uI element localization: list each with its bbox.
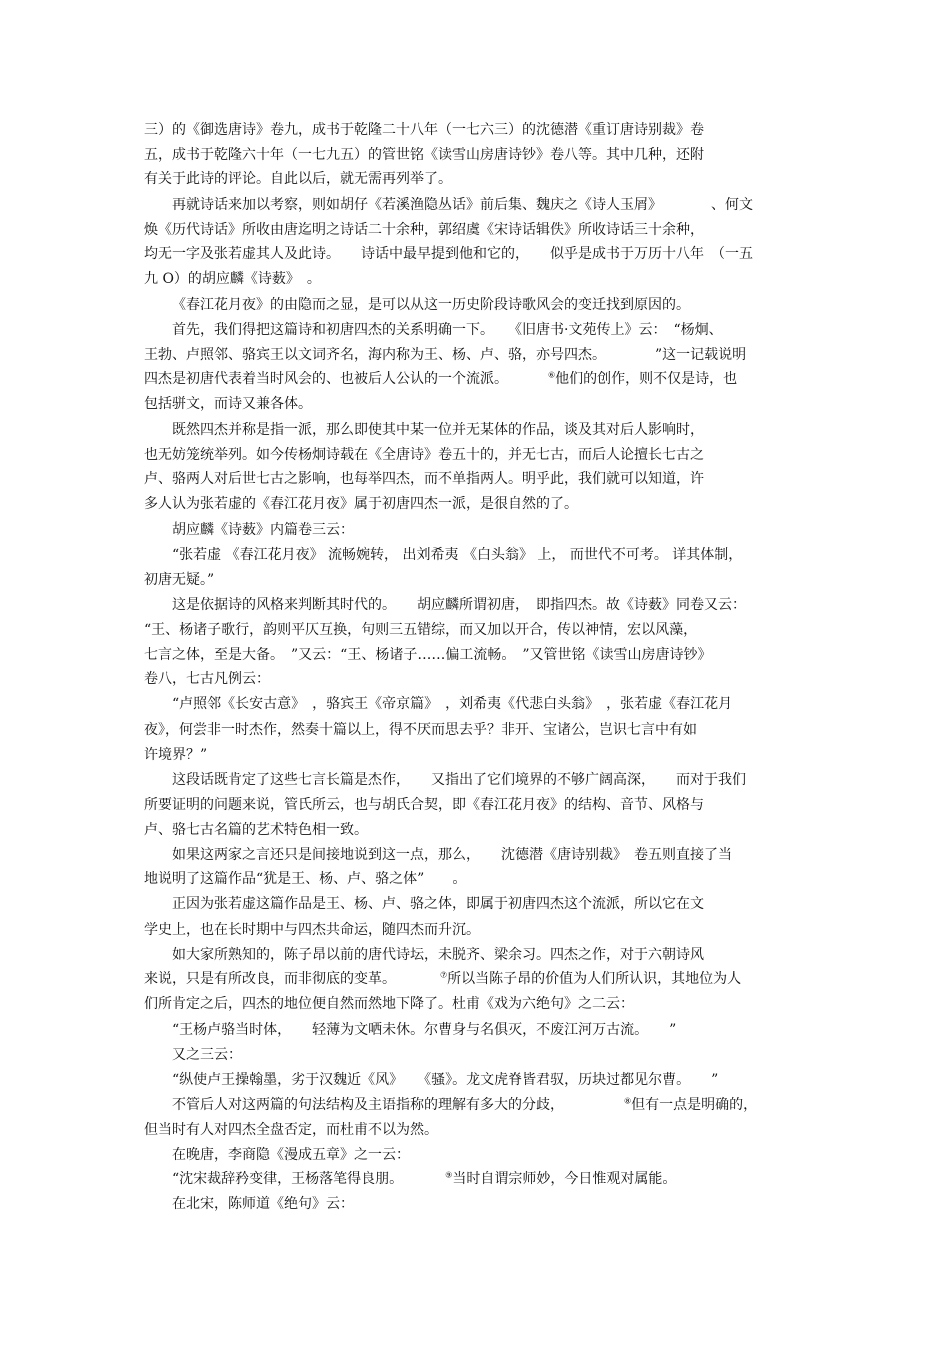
text-line-40 — [172, 1096, 757, 1114]
text-line-19: 初唐无疑。” — [144, 572, 215, 588]
text-segment: 所以当陈子昂的价值为人们所认识，其地位为人 — [447, 971, 742, 987]
text-line-12: 包括骈文，而诗又兼各体。 — [144, 396, 312, 412]
text-line-16: 多人认为张若虚的《春江花月夜》属于初唐四杰一派，是很自然的了。 — [144, 496, 578, 512]
text-line-18: “张若虚 《春江花月夜》 流畅婉转， 出刘希夷 《白头翁》 上， 而世代不可考。 详其体制， — [172, 547, 743, 563]
text-line-23: 卷八，七古凡例云： — [144, 671, 270, 687]
text-line-35 — [144, 970, 741, 988]
text-line-9: 首先，我们得把这篇诗和初唐四杰的关系明确一下。 《旧唐书·文苑传上》云： “杨炯、 — [172, 322, 723, 338]
text-line-14: 也无妨笼统举列。如今传杨炯诗载在《全唐诗》卷五十的，并无七古，而后人论擅长七古之 — [144, 447, 704, 463]
text-line-5: 焕《历代诗话》所收由唐迄明之诗话二十余种，郭绍虞《宋诗话辑佚》所收诗话三十余种， — [144, 222, 704, 238]
text-line-17: 胡应麟《诗薮》内篇卷三云： — [172, 522, 354, 538]
text-line-44: 在北宋，陈师道《绝句》云： — [172, 1196, 354, 1212]
text-line-3: 有关于此诗的评论。自此以后，就无需再列举了。 — [144, 171, 452, 187]
text-line-21: “王、杨诸子歌行，韵则平仄互换，句则三五错综，而又加以开合，传以神情，宏以风藻， — [144, 622, 698, 638]
text-line-10: 王勃、卢照邻、骆宾王以文词齐名，海内称为王、杨、卢、骆，亦号四杰。 ”这一记载说明 — [144, 347, 747, 363]
text-line-34: 如大家所熟知的，陈子昂以前的唐代诗坛，未脱齐、梁余习。四杰之作，对于六朝诗风 — [172, 947, 704, 963]
text-line-7: 九 O）的胡应麟《诗薮》 。 — [144, 271, 321, 287]
footnote-marker: ⑥ — [548, 370, 556, 380]
text-segment: 来说，只是有所改良，而非彻底的变革。 — [144, 971, 396, 987]
text-line-36: 们所肯定之后，四杰的地位便自然而然地下降了。杜甫《戏为六绝句》之二云： — [144, 996, 634, 1012]
text-segment: 四杰是初唐代表着当时风会的、也被后人公认的一个流派。 — [144, 371, 508, 387]
text-line-25: 夜》，何尝非一时杰作，然奏十篇以上，得不厌而思去乎？非开、宝诸公，岂识七言中有如 — [144, 722, 697, 738]
text-line-26: 许境界？” — [144, 747, 208, 763]
text-line-4: 再就诗话来加以考察，则如胡仔《若溪渔隐丛话》前后集、魏庆之《诗人玉屑》 、何文 — [172, 197, 753, 213]
text-line-39: “纵使卢王操翰墨，劣于汉魏近《风》 《骚》。龙文虎脊皆君驭，历块过都见尔曹。 ” — [172, 1072, 719, 1088]
text-line-15: 卢、骆两人对后世七古之影响，也每举四杰，而不单指两人。明乎此，我们就可以知道，许 — [144, 471, 704, 487]
text-segment: 他们的创作，则不仅是诗，也 — [555, 371, 738, 387]
text-segment: “沈宋裁辞矜变律，王杨落笔得良朋。 — [172, 1171, 404, 1187]
text-segment: 当时自谓宗师妙，今日惟观对属能。 — [452, 1171, 677, 1187]
text-line-33: 学史上，也在长时期中与四杰共命运，随四杰而升沉。 — [144, 922, 480, 938]
footnote-marker: ⑧ — [624, 1096, 632, 1106]
text-line-42: 在晚唐，李商隐《漫成五章》之一云： — [172, 1147, 410, 1163]
text-line-31: 地说明了这篇作品“犹是王、杨、卢、骆之体” 。 — [144, 871, 467, 887]
text-line-29: 卢、骆七古名篇的艺术特色相一致。 — [144, 822, 368, 838]
text-line-43 — [172, 1170, 676, 1188]
footnote-marker: ⑦ — [440, 970, 448, 980]
text-line-8: 《春江花月夜》的由隐而之显，是可以从这一历史阶段诗歌风会的变迁找到原因的。 — [172, 297, 690, 313]
text-line-20: 这是依据诗的风格来判断其时代的。 胡应麟所谓初唐， 即指四杰。故《诗薮》同卷又云： — [172, 597, 746, 613]
text-line-6: 均无一字及张若虚其人及此诗。 诗话中最早提到他和它的， 似乎是成书于万历十八年 （一五 — [144, 246, 753, 262]
text-line-1: 三）的《御选唐诗》卷九，成书于乾隆二十八年（一七六三）的沈德潜《重订唐诗别裁》卷 — [144, 122, 704, 138]
text-line-30: 如果这两家之言还只是间接地说到这一点，那么， 沈德潜《唐诗别裁》 卷五则直接了当 — [172, 847, 732, 863]
text-line-11 — [144, 370, 737, 388]
text-line-32: 正因为张若虚这篇作品是王、杨、卢、骆之体，即属于初唐四杰这个流派，所以它在文 — [172, 896, 704, 912]
text-segment: 不管后人对这两篇的句法结构及主语指称的理解有多大的分歧， — [172, 1097, 564, 1113]
text-line-41: 但当时有人对四杰全盘否定，而杜甫不以为然。 — [144, 1122, 438, 1138]
text-segment: 但有一点是明确的， — [631, 1097, 758, 1113]
text-line-2: 五，成书于乾隆六十年（一七九五）的管世铭《读雪山房唐诗钞》卷八等。其中几种，还附 — [144, 147, 704, 163]
text-line-24: “卢照邻《长安古意》 ，骆宾王《帝京篇》 ，刘希夷《代悲白头翁》 ，张若虚《春江花月 — [172, 696, 733, 712]
text-line-22: 七言之体，至是大备。 ”又云：“王、杨诸子……偏工流畅。 ”又管世铭《读雪山房唐诗钞》 — [144, 647, 712, 663]
text-line-37: “王杨卢骆当时体， 轻薄为文哂未休。尔曹身与名俱灭，不废江河万古流。 ” — [172, 1022, 677, 1038]
text-line-27: 这段话既肯定了这些七言长篇是杰作， 又指出了它们境界的不够广阔高深， 而对于我们 — [172, 772, 746, 788]
text-line-28: 所要证明的问题来说，管氏所云，也与胡氏合契，即《春江花月夜》的结构、音节、风格与 — [144, 797, 704, 813]
text-line-38: 又之三云： — [172, 1047, 242, 1063]
text-line-13: 既然四杰并称是指一派，那么即使其中某一位并无某体的作品，谈及其对后人影响时， — [172, 422, 704, 438]
footnote-marker: ⑨ — [445, 1170, 453, 1180]
